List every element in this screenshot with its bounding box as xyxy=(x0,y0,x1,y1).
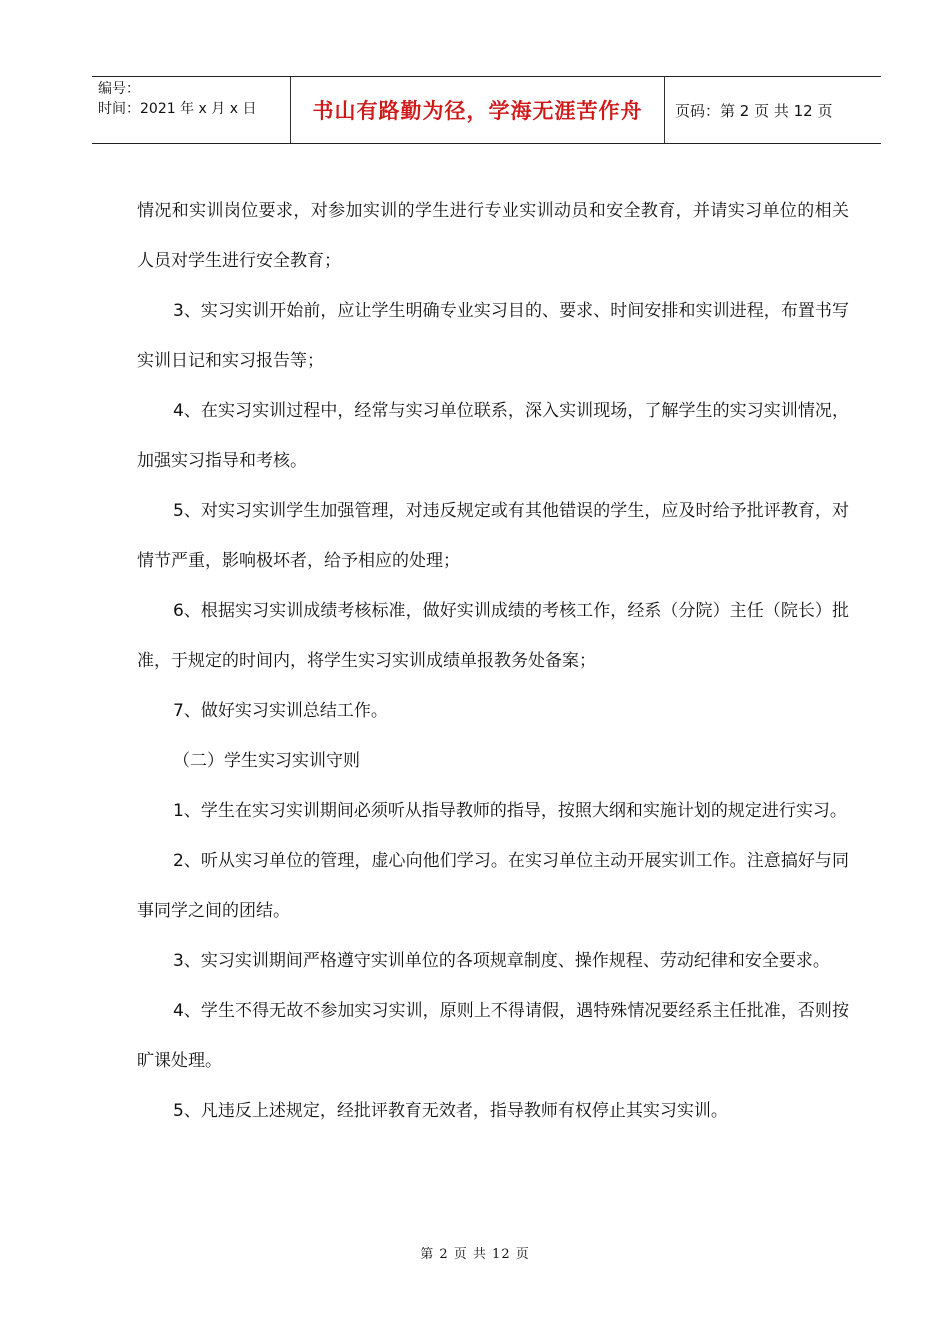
paragraph: 1、学生在实习实训期间必须听从指导教师的指导，按照大纲和实施计划的规定进行实习。 xyxy=(173,801,847,821)
header-meta-cell xyxy=(92,77,291,143)
page-header xyxy=(92,76,881,144)
header-page-info: 页码：第 2 页 共 12 页 xyxy=(675,101,833,120)
header-page-cell xyxy=(665,77,881,143)
paragraph: 5、对实习实训学生加强管理，对违反规定或有其他错误的学生，应及时给予批评教育，对情节严重，影响极坏者，给予相应的处理； xyxy=(137,501,849,571)
paragraph: 4、学生不得无故不参加实习实训，原则上不得请假，遇特殊情况要经系主任批准，否则按旷课处理。 xyxy=(137,1001,849,1071)
header-motto: 书山有路勤为径，学海无涯苦作舟 xyxy=(312,99,643,123)
document-time-label: 时间：2021 年 x 月 x 日 xyxy=(98,101,257,117)
document-number-label: 编号： xyxy=(98,81,140,97)
document-body xyxy=(137,186,849,1136)
paragraph: 3、实习实训期间严格遵守实训单位的各项规章制度、操作规程、劳动纪律和安全要求。 xyxy=(173,951,830,971)
paragraph: 6、根据实习实训成绩考核标准，做好实训成绩的考核工作，经系（分院）主任（院长）批准，于规定的时间内，将学生实习实训成绩单报教务处备案； xyxy=(137,601,849,671)
section-heading: （二）学生实习实训守则 xyxy=(173,751,360,771)
paragraph: 4、在实习实训过程中，经常与实习单位联系，深入实训现场，了解学生的实习实训情况，加强实习指导和考核。 xyxy=(137,401,849,471)
paragraph: 2、听从实习单位的管理，虚心向他们学习。在实习单位主动开展实训工作。注意搞好与同事同学之间的团结。 xyxy=(137,851,849,921)
header-motto-cell xyxy=(291,77,665,143)
page-footer: 第 2 页 共 12 页 xyxy=(420,1247,530,1262)
paragraph: 3、实习实训开始前，应让学生明确专业实习目的、要求、时间安排和实训进程，布置书写实训日记和实习报告等； xyxy=(137,301,849,371)
paragraph: 情况和实训岗位要求，对参加实训的学生进行专业实训动员和安全教育，并请实习单位的相关人员对学生进行安全教育； xyxy=(137,201,849,271)
paragraph: 5、凡违反上述规定，经批评教育无效者，指导教师有权停止其实习实训。 xyxy=(173,1101,728,1121)
paragraph: 7、做好实习实训总结工作。 xyxy=(173,701,388,721)
